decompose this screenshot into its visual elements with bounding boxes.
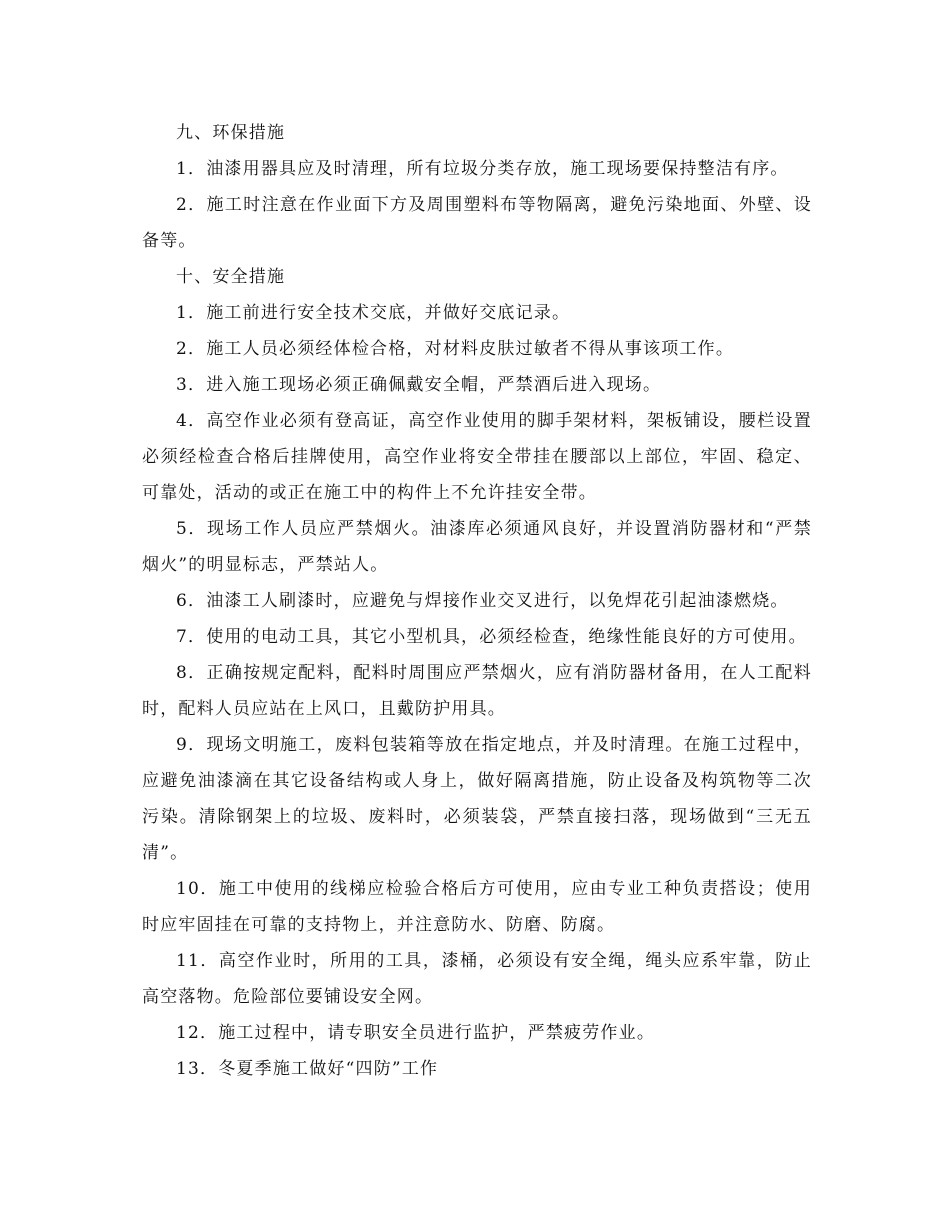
section-heading-safety: 十、安全措施	[176, 267, 286, 287]
safety-item-2: 2．施工人员必须经体检合格，对材料皮肤过敏者不得从事该项工作。	[176, 339, 735, 359]
document-body	[142, 115, 812, 1087]
safety-item-7: 7．使用的电动工具，其它小型机具，必须经检查，绝缘性能良好的方可使用。	[176, 627, 807, 647]
safety-item-12: 12．施工过程中，请专职安全员进行监护，严禁疲劳作业。	[176, 1023, 656, 1043]
safety-item-13: 13．冬夏季施工做好“四防”工作	[176, 1059, 439, 1079]
safety-item-1: 1．施工前进行安全技术交底，并做好交底记录。	[176, 303, 571, 323]
safety-item-4: 4．高空作业必须有登高证，高空作业使用的脚手架材料，架板铺设，腰栏设置必须经检查合格后挂牌使用，高空作业将安全带挂在腰部以上部位，牢固、稳定、可靠处，活动的或正在施工中的构件上不允许挂安全带。	[142, 411, 812, 503]
safety-item-9: 9．现场文明施工，废料包装箱等放在指定地点，并及时清理。在施工过程中，应避免油漆滴在其它设备结构或人身上，做好隔离措施，防止设备及构筑物等二次污染。清除钢架上的垃圾、废料时，必须装袋，严禁直接扫落，现场做到“三无五清”。	[142, 735, 812, 863]
safety-item-6: 6．油漆工人刷漆时，应避免与焊接作业交叉进行，以免焊花引起油漆燃烧。	[176, 591, 789, 611]
safety-item-11: 11．高空作业时，所用的工具，漆桶，必须设有安全绳，绳头应系牢靠，防止高空落物。危险部位要铺设安全网。	[142, 951, 812, 1007]
safety-item-5: 5．现场工作人员应严禁烟火。油漆库必须通风良好，并设置消防器材和“严禁烟火”的明显标志，严禁站人。	[142, 519, 812, 575]
safety-item-3: 3．进入施工现场必须正确佩戴安全帽，严禁酒后进入现场。	[176, 375, 662, 395]
environment-item-2: 2．施工时注意在作业面下方及周围塑料布等物隔离，避免污染地面、外壁、设备等。	[142, 195, 812, 251]
section-heading-environment: 九、环保措施	[176, 123, 286, 143]
safety-item-8: 8．正确按规定配料，配料时周围应严禁烟火，应有消防器材备用，在人工配料时，配料人员应站在上风口，且戴防护用具。	[142, 663, 812, 719]
environment-item-1: 1．油漆用器具应及时清理，所有垃圾分类存放，施工现场要保持整洁有序。	[176, 159, 789, 179]
safety-item-10: 10．施工中使用的线梯应检验合格后方可使用，应由专业工种负责搭设；使用时应牢固挂在可靠的支持物上，并注意防水、防磨、防腐。	[142, 879, 812, 935]
